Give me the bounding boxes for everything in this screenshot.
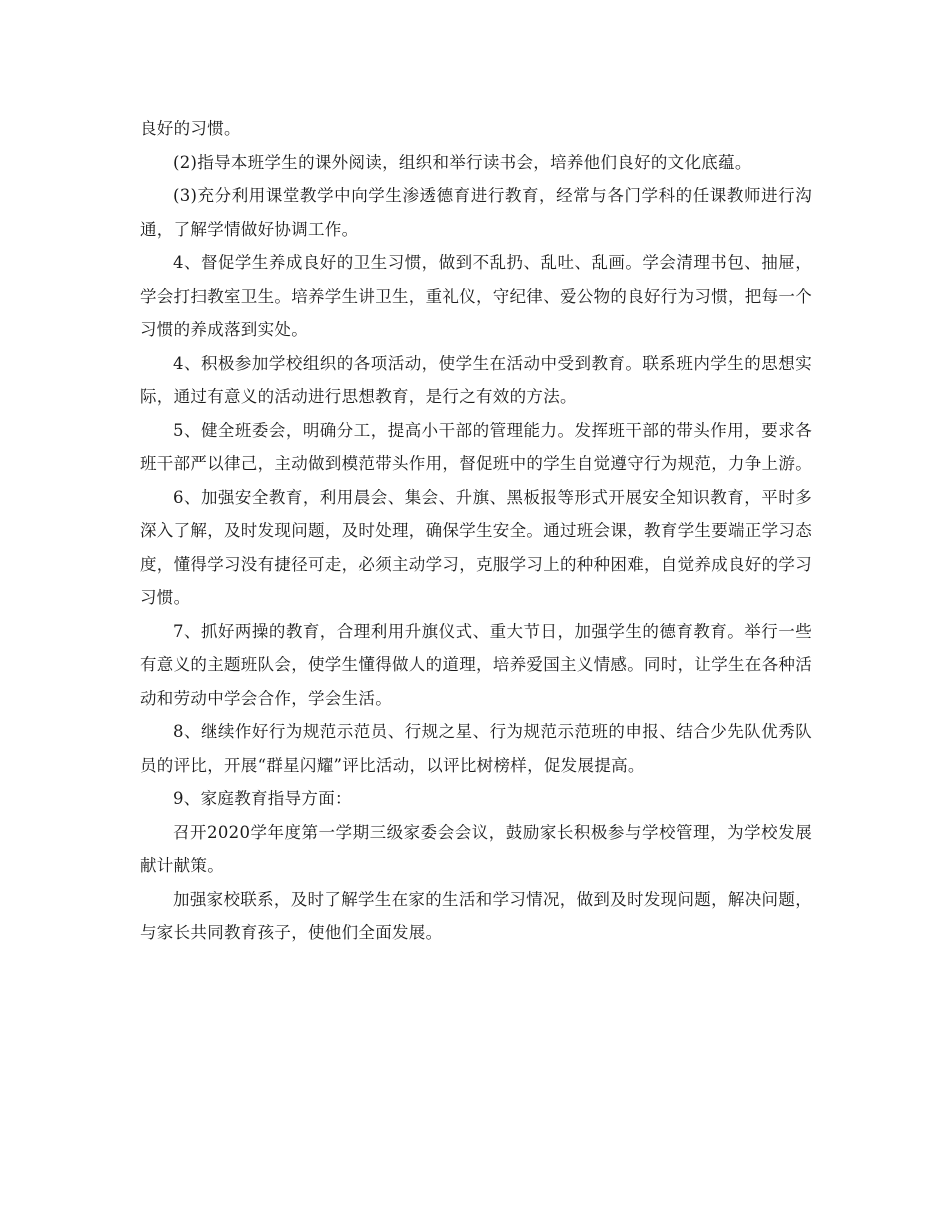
paragraph-item-2: (2)指导本班学生的课外阅读，组织和举行读书会，培养他们良好的文化底蕴。 xyxy=(173,152,752,172)
paragraph-family-meeting: 召开2020学年度第一学期三级家委会会议，鼓励家长积极参与学校管理，为学校发展献计献策。 xyxy=(140,822,812,875)
paragraph-safety: 6、加强安全教育，利用晨会、集会、升旗、黑板报等形式开展安全知识教育，平时多深入了解，及时发现问题，及时处理，确保学生安全。通过班会课，教育学生要端正学习态度，懂得学习没有捷径可走，必须主动学习，克服学习上的种种困难，自觉养成良好的学习习惯。 xyxy=(140,487,812,607)
paragraph-conduct: 8、继续作好行为规范示范员、行规之星、行为规范示范班的申报、结合少先队优秀队员的评比，开展“群星闪耀”评比活动，以评比树榜样，促发展提高。 xyxy=(140,722,812,775)
paragraph-continuation: 良好的习惯。 xyxy=(140,119,241,138)
paragraph-hygiene: 4、督促学生养成良好的卫生习惯，做到不乱扔、乱吐、乱画。学会清理书包、抽屉，学会打扫教室卫生。培养学生讲卫生，重礼仪，守纪律、爱公物的良好行为习惯，把每一个习惯的养成落到实处。 xyxy=(140,253,812,339)
document-body xyxy=(140,112,812,950)
paragraph-item-3: (3)充分利用课堂教学中向学生渗透德育进行教育，经常与各门学科的任课教师进行沟通，了解学情做好协调工作。 xyxy=(140,186,812,239)
paragraph-home-school: 加强家校联系，及时了解学生在家的生活和学习情况，做到及时发现问题，解决问题，与家长共同教育孩子，使他们全面发展。 xyxy=(140,889,812,942)
paragraph-activities: 4、积极参加学校组织的各项活动，使学生在活动中受到教育。联系班内学生的思想实际，通过有意义的活动进行思想教育，是行之有效的方法。 xyxy=(140,353,812,406)
paragraph-family-heading: 9、家庭教育指导方面： xyxy=(173,789,352,808)
paragraph-class-committee: 5、健全班委会，明确分工，提高小干部的管理能力。发挥班干部的带头作用，要求各班干部严以律己，主动做到模范带头作用，督促班中的学生自觉遵守行为规范，力争上游。 xyxy=(140,420,812,473)
paragraph-exercises: 7、抓好两操的教育，合理利用升旗仪式、重大节日，加强学生的德育教育。举行一些有意义的主题班队会，使学生懂得做人的道理，培养爱国主义情感。同时，让学生在各种活动和劳动中学会合作，学会生活。 xyxy=(140,621,812,708)
